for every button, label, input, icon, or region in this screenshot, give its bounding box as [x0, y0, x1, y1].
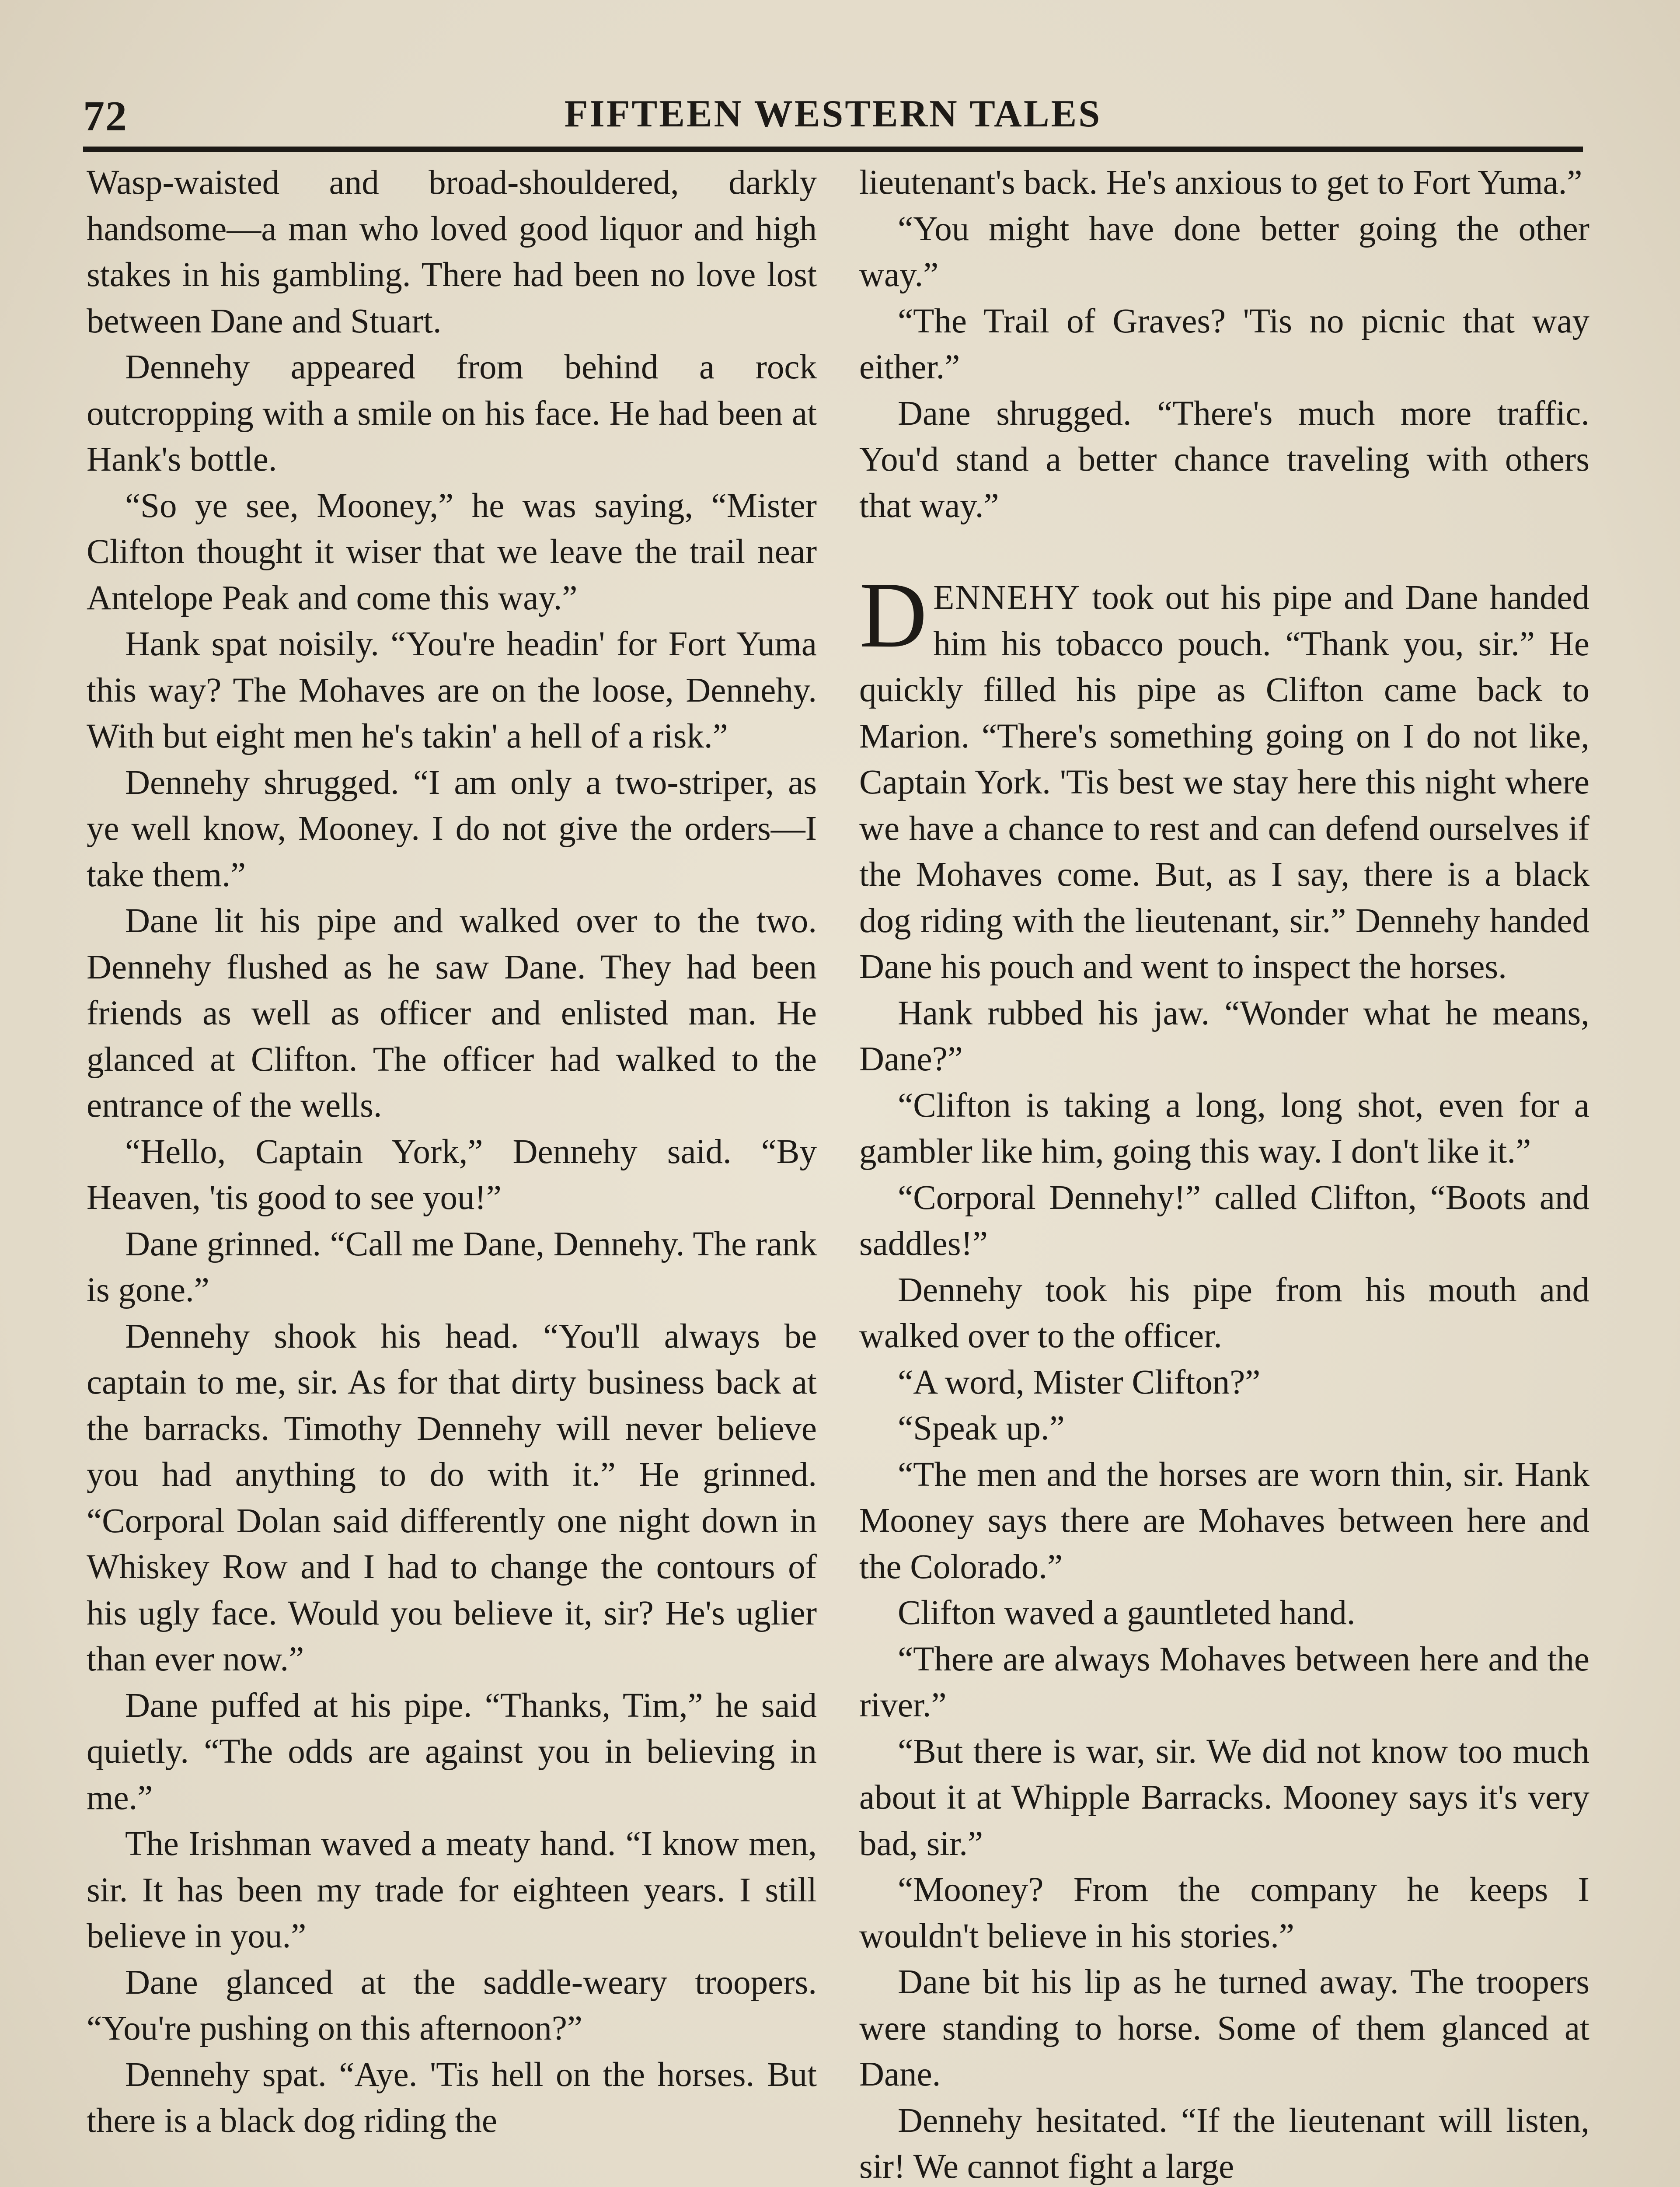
section-opening-paragraph	[859, 562, 1589, 990]
paragraph: Clifton waved a gauntleted hand.	[898, 1594, 1356, 1632]
paragraph: Dennehy shook his head. “You'll always be captain to me, sir. As for that dirty business back at the barracks. Timothy Dennehy will never believe you had anything to do with it.” He grinned. “Corporal Dolan said differently one night down in Whiskey Row and I had to change the contours of his ugly face. Would you believe it, sir? He's uglier than ever now.”	[87, 1317, 817, 1678]
paragraph: Dane puffed at his pipe. “Thanks, Tim,” he said quietly. “The odds are against you in believing in me.”	[87, 1686, 817, 1817]
paragraph: “The Trail of Graves? 'Tis no picnic that way either.”	[859, 302, 1589, 386]
paragraph: Dennehy hesitated. “If the lieutenant will listen, sir! We cannot fight a large	[859, 2101, 1589, 2186]
paragraph: The Irishman waved a meaty hand. “I know men, sir. It has been my trade for eighteen years. I still believe in you.”	[87, 1825, 817, 1955]
paragraph: “Hello, Captain York,” Dennehy said. “By Heaven, 'tis good to see you!”	[87, 1132, 817, 1217]
paragraph: “So ye see, Mooney,” he was saying, “Mister Clifton thought it wiser that we leave the trail near Antelope Peak and come this way.”	[87, 486, 817, 617]
paragraph: “Speak up.”	[898, 1409, 1065, 1447]
paragraph: Dane shrugged. “There's much more traffic. You'd stand a better chance traveling with others that way.”	[859, 394, 1589, 525]
right-column	[859, 160, 1589, 2187]
paragraph: “The men and the horses are worn thin, sir. Hank Mooney says there are Mohaves between here and the Colorado.”	[859, 1455, 1589, 1586]
paragraph: Dane lit his pipe and walked over to the two. Dennehy flushed as he saw Dane. They had been friends as well as officer and enlisted man. He glanced at Clifton. The officer had walked to the entrance of the wells.	[87, 902, 817, 1125]
paragraph: Dennehy appeared from behind a rock outcropping with a smile on his face. He had been at Hank's bottle.	[87, 348, 817, 479]
paragraph: “You might have done better going the other way.”	[859, 210, 1589, 294]
paragraph-continuation: lieutenant's back. He's anxious to get to Fort Yuma.”	[859, 164, 1582, 202]
paragraph: Dane glanced at the saddle-weary troopers. “You're pushing on this afternoon?”	[87, 1963, 817, 2047]
page-header	[83, 92, 1583, 149]
paragraph: Dennehy took his pipe from his mouth and walked over to the officer.	[859, 1271, 1589, 1355]
left-column	[87, 160, 817, 2144]
paragraph: Dennehy spat. “Aye. 'Tis hell on the horses. But there is a black dog riding the	[87, 2055, 817, 2140]
paragraph: Dane grinned. “Call me Dane, Dennehy. The rank is gone.”	[87, 1225, 817, 1309]
paragraph: “Mooney? From the company he keeps I wouldn't believe in his stories.”	[859, 1871, 1589, 1955]
paragraph: “There are always Mohaves between here and the river.”	[859, 1640, 1589, 1724]
paragraph: Hank rubbed his jaw. “Wonder what he means, Dane?”	[859, 994, 1589, 1078]
paragraph: “Corporal Dennehy!” called Clifton, “Boots and saddles!”	[859, 1178, 1589, 1263]
drop-cap: D	[859, 562, 927, 667]
small-caps-word: ENNEHY	[933, 579, 1080, 617]
running-title: FIFTEEN WESTERN TALES	[564, 93, 1102, 135]
paragraph: Dane bit his lip as he turned away. The troopers were standing to horse. Some of them glanced at Dane.	[859, 1963, 1589, 2093]
paragraph: “But there is war, sir. We did not know too much about it at Whipple Barracks. Mooney says it's very bad, sir.”	[859, 1732, 1589, 1863]
paragraph: Dennehy shrugged. “I am only a two-striper, as ye well know, Mooney. I do not give the orders—I take them.”	[87, 763, 817, 894]
section-opening-text: took out his pipe and Dane handed him his tobacco pouch. “Thank you, sir.” He quickly filled his pipe as Clifton came back to Marion. “There's something going on I do not like, Captain York. 'Tis best we stay here this night where we have a chance to rest and can defend ourselves if the Mohaves come. But, as I say, there is a black dog riding with the lieutenant, sir.” Dennehy handed Dane his pouch and went to inspect the horses.	[859, 579, 1589, 986]
paragraph: “A word, Mister Clifton?”	[898, 1363, 1261, 1401]
paragraph: Wasp-waisted and broad-shouldered, darkly handsome—a man who loved good liquor and high stakes in his gambling. There had been no love lost between Dane and Stuart.	[87, 164, 817, 340]
paragraph: “Clifton is taking a long, long shot, even for a gambler like him, going this way. I don't like it.”	[859, 1086, 1589, 1170]
page-number: 72	[83, 93, 128, 140]
header-rule	[83, 147, 1583, 152]
paragraph: Hank spat noisily. “You're headin' for Fort Yuma this way? The Mohaves are on the loose, Dennehy. With but eight men he's takin' a hell of a risk.”	[87, 625, 817, 755]
